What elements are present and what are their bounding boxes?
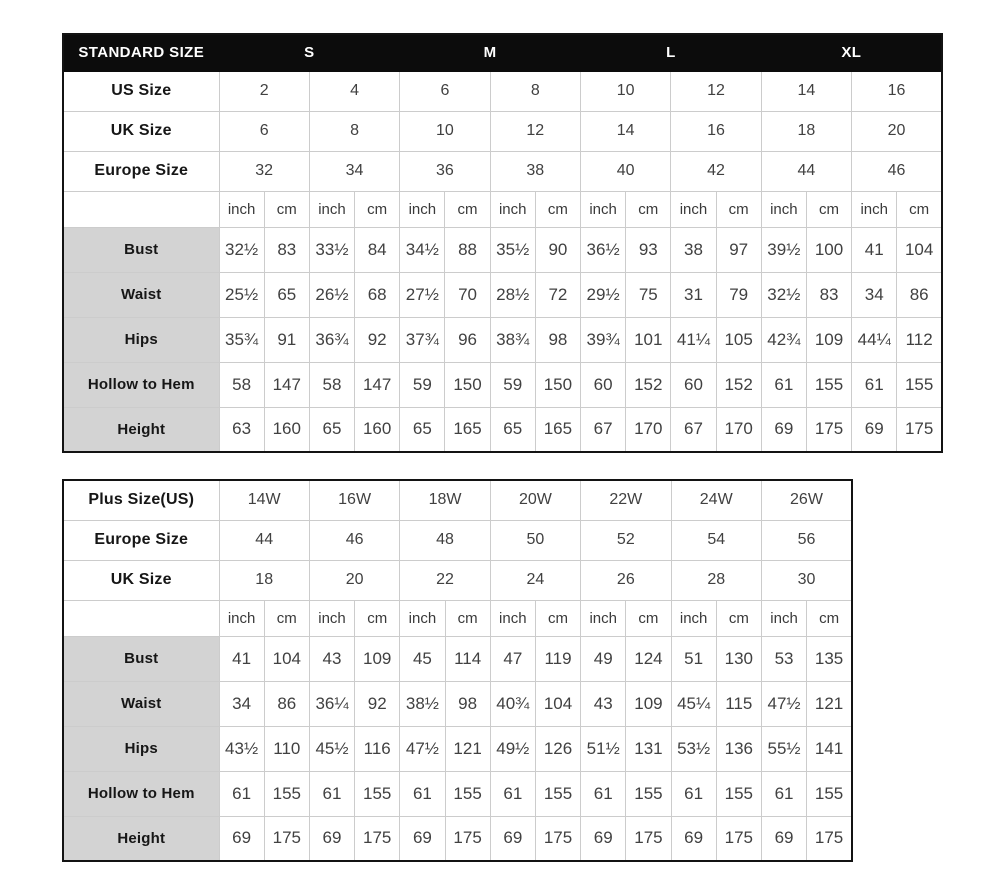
unit-cell: cm: [626, 600, 671, 636]
measurement-value-cell: 69: [490, 816, 535, 861]
standard-size-table: [62, 33, 943, 453]
measurement-value-cell: 69: [219, 816, 264, 861]
measurement-value-cell: 175: [264, 816, 309, 861]
unit-cell: inch: [671, 600, 716, 636]
measurement-value-cell: 25½: [219, 272, 264, 317]
measurement-value-cell: 152: [716, 362, 761, 407]
measurement-value-cell: 141: [807, 726, 852, 771]
measurement-value-cell: 83: [264, 227, 309, 272]
size-value-cell: 44: [761, 151, 851, 191]
measurement-value-cell: 86: [264, 681, 309, 726]
measurement-value-cell: 69: [671, 816, 716, 861]
measurement-label: Hips: [63, 317, 219, 362]
unit-row: [63, 191, 942, 227]
size-value-cell: 18: [761, 111, 851, 151]
unit-cell: cm: [535, 191, 580, 227]
measurement-value-cell: 58: [219, 362, 264, 407]
measurement-value-cell: 119: [535, 636, 580, 681]
unit-cell: cm: [264, 191, 309, 227]
measurement-value-cell: 160: [355, 407, 400, 452]
size-row-label: UK Size: [63, 560, 219, 600]
measurement-value-cell: 165: [445, 407, 490, 452]
size-value-cell: 48: [400, 520, 490, 560]
size-value-cell: 2: [219, 71, 309, 111]
measurement-value-cell: 67: [581, 407, 626, 452]
size-value-cell: 20W: [490, 480, 580, 520]
measurement-value-cell: 36¾: [309, 317, 354, 362]
measurement-value-cell: 43: [309, 636, 354, 681]
measurement-row: [63, 227, 942, 272]
unit-cell: inch: [761, 600, 806, 636]
measurement-value-cell: 130: [716, 636, 761, 681]
size-row: [63, 111, 942, 151]
measurement-value-cell: 33½: [309, 227, 354, 272]
unit-cell: cm: [716, 191, 761, 227]
size-row-label: US Size: [63, 71, 219, 111]
measurement-label: Waist: [63, 272, 219, 317]
empty-corner-cell: [63, 191, 219, 227]
measurement-value-cell: 65: [490, 407, 535, 452]
unit-cell: inch: [581, 191, 626, 227]
measurement-value-cell: 175: [445, 816, 490, 861]
unit-cell: cm: [897, 191, 942, 227]
size-value-cell: 20: [852, 111, 942, 151]
unit-cell: cm: [445, 191, 490, 227]
size-row: [63, 151, 942, 191]
measurement-value-cell: 155: [897, 362, 942, 407]
measurement-label: Bust: [63, 227, 219, 272]
measurement-value-cell: 36½: [581, 227, 626, 272]
measurement-value-cell: 58: [309, 362, 354, 407]
measurement-value-cell: 61: [761, 771, 806, 816]
measurement-value-cell: 69: [761, 816, 806, 861]
unit-cell: cm: [626, 191, 671, 227]
measurement-value-cell: 61: [490, 771, 535, 816]
measurement-value-cell: 121: [807, 681, 852, 726]
size-value-cell: 56: [761, 520, 852, 560]
size-row: [63, 520, 852, 560]
measurement-value-cell: 175: [806, 407, 851, 452]
unit-cell: cm: [806, 191, 851, 227]
measurement-value-cell: 97: [716, 227, 761, 272]
size-value-cell: 26W: [761, 480, 852, 520]
measurement-value-cell: 160: [264, 407, 309, 452]
size-group-xl: XL: [761, 34, 942, 71]
measurement-value-cell: 61: [219, 771, 264, 816]
measurement-value-cell: 109: [355, 636, 400, 681]
size-row-label: UK Size: [63, 111, 219, 151]
measurement-value-cell: 93: [626, 227, 671, 272]
size-value-cell: 38: [490, 151, 580, 191]
measurement-value-cell: 53½: [671, 726, 716, 771]
measurement-value-cell: 70: [445, 272, 490, 317]
unit-cell: cm: [716, 600, 761, 636]
size-value-cell: 30: [761, 560, 852, 600]
measurement-value-cell: 68: [355, 272, 400, 317]
measurement-value-cell: 155: [264, 771, 309, 816]
unit-cell: cm: [264, 600, 309, 636]
size-value-cell: 50: [490, 520, 580, 560]
measurement-value-cell: 47½: [761, 681, 806, 726]
plus-size-table: [62, 479, 853, 862]
measurement-value-cell: 65: [400, 407, 445, 452]
measurement-value-cell: 155: [445, 771, 490, 816]
empty-corner-cell: [63, 600, 219, 636]
measurement-value-cell: 100: [806, 227, 851, 272]
measurement-value-cell: 86: [897, 272, 942, 317]
measurement-value-cell: 45¼: [671, 681, 716, 726]
measurement-label: Height: [63, 407, 219, 452]
unit-cell: inch: [219, 600, 264, 636]
measurement-value-cell: 32½: [761, 272, 806, 317]
unit-cell: inch: [490, 191, 535, 227]
measurement-value-cell: 34: [219, 681, 264, 726]
measurement-value-cell: 38¾: [490, 317, 535, 362]
size-value-cell: 14: [761, 71, 851, 111]
measurement-value-cell: 147: [264, 362, 309, 407]
size-value-cell: 46: [309, 520, 399, 560]
measurement-value-cell: 31: [671, 272, 716, 317]
measurement-row: [63, 726, 852, 771]
measurement-value-cell: 61: [761, 362, 806, 407]
unit-cell: inch: [490, 600, 535, 636]
measurement-value-cell: 45½: [309, 726, 354, 771]
size-value-cell: 10: [581, 71, 671, 111]
measurement-value-cell: 104: [897, 227, 942, 272]
size-row: [63, 480, 852, 520]
measurement-value-cell: 75: [626, 272, 671, 317]
measurement-label: Hollow to Hem: [63, 362, 219, 407]
size-row-label: Plus Size(US): [63, 480, 219, 520]
measurement-value-cell: 53: [761, 636, 806, 681]
size-value-cell: 28: [671, 560, 761, 600]
measurement-value-cell: 41: [219, 636, 264, 681]
measurement-row: [63, 771, 852, 816]
size-value-cell: 14W: [219, 480, 309, 520]
measurement-label: Bust: [63, 636, 219, 681]
measurement-value-cell: 91: [264, 317, 309, 362]
measurement-value-cell: 147: [355, 362, 400, 407]
measurement-value-cell: 90: [535, 227, 580, 272]
measurement-value-cell: 124: [626, 636, 671, 681]
measurement-value-cell: 175: [626, 816, 671, 861]
measurement-value-cell: 59: [400, 362, 445, 407]
measurement-value-cell: 104: [264, 636, 309, 681]
measurement-value-cell: 60: [671, 362, 716, 407]
measurement-value-cell: 92: [355, 317, 400, 362]
measurement-value-cell: 65: [264, 272, 309, 317]
unit-cell: inch: [400, 600, 445, 636]
measurement-row: [63, 362, 942, 407]
table-title: STANDARD SIZE: [63, 34, 219, 71]
size-value-cell: 6: [400, 71, 490, 111]
measurement-value-cell: 47½: [400, 726, 445, 771]
unit-cell: cm: [807, 600, 852, 636]
measurement-value-cell: 38½: [400, 681, 445, 726]
size-value-cell: 22W: [581, 480, 671, 520]
measurement-row: [63, 681, 852, 726]
measurement-value-cell: 104: [535, 681, 580, 726]
size-value-cell: 26: [581, 560, 671, 600]
measurement-value-cell: 170: [716, 407, 761, 452]
measurement-value-cell: 121: [445, 726, 490, 771]
measurement-value-cell: 114: [445, 636, 490, 681]
size-value-cell: 4: [309, 71, 399, 111]
measurement-row: [63, 636, 852, 681]
measurement-value-cell: 175: [535, 816, 580, 861]
measurement-value-cell: 84: [355, 227, 400, 272]
measurement-value-cell: 69: [761, 407, 806, 452]
unit-cell: inch: [761, 191, 806, 227]
measurement-value-cell: 116: [355, 726, 400, 771]
measurement-value-cell: 69: [400, 816, 445, 861]
measurement-label: Hollow to Hem: [63, 771, 219, 816]
measurement-value-cell: 115: [716, 681, 761, 726]
measurement-value-cell: 105: [716, 317, 761, 362]
measurement-value-cell: 110: [264, 726, 309, 771]
measurement-value-cell: 45: [400, 636, 445, 681]
unit-cell: inch: [219, 191, 264, 227]
measurement-row: [63, 317, 942, 362]
measurement-value-cell: 83: [806, 272, 851, 317]
size-group-m: M: [400, 34, 581, 71]
size-value-cell: 36: [400, 151, 490, 191]
measurement-value-cell: 170: [626, 407, 671, 452]
measurement-value-cell: 79: [716, 272, 761, 317]
size-value-cell: 12: [490, 111, 580, 151]
measurement-value-cell: 36¼: [309, 681, 354, 726]
size-value-cell: 14: [581, 111, 671, 151]
measurement-value-cell: 101: [626, 317, 671, 362]
measurement-value-cell: 69: [852, 407, 897, 452]
measurement-value-cell: 98: [445, 681, 490, 726]
size-row-label: Europe Size: [63, 520, 219, 560]
unit-cell: inch: [852, 191, 897, 227]
table-header-row: [63, 34, 942, 71]
measurement-value-cell: 165: [535, 407, 580, 452]
measurement-value-cell: 42¾: [761, 317, 806, 362]
measurement-row: [63, 407, 942, 452]
measurement-value-cell: 152: [626, 362, 671, 407]
measurement-label: Waist: [63, 681, 219, 726]
measurement-value-cell: 61: [852, 362, 897, 407]
measurement-value-cell: 67: [671, 407, 716, 452]
size-value-cell: 18: [219, 560, 309, 600]
unit-cell: cm: [445, 600, 490, 636]
size-value-cell: 8: [309, 111, 399, 151]
size-value-cell: 32: [219, 151, 309, 191]
measurement-value-cell: 34: [852, 272, 897, 317]
unit-cell: inch: [309, 191, 354, 227]
measurement-value-cell: 150: [445, 362, 490, 407]
unit-cell: cm: [355, 191, 400, 227]
size-value-cell: 8: [490, 71, 580, 111]
measurement-value-cell: 43½: [219, 726, 264, 771]
size-value-cell: 40: [581, 151, 671, 191]
unit-cell: cm: [355, 600, 400, 636]
measurement-value-cell: 28½: [490, 272, 535, 317]
measurement-value-cell: 41: [852, 227, 897, 272]
size-group-s: S: [219, 34, 400, 71]
measurement-value-cell: 175: [355, 816, 400, 861]
measurement-value-cell: 26½: [309, 272, 354, 317]
measurement-value-cell: 175: [897, 407, 942, 452]
size-value-cell: 24: [490, 560, 580, 600]
unit-row: [63, 600, 852, 636]
measurement-value-cell: 51: [671, 636, 716, 681]
measurement-row: [63, 272, 942, 317]
measurement-value-cell: 92: [355, 681, 400, 726]
measurement-value-cell: 69: [309, 816, 354, 861]
size-value-cell: 16: [852, 71, 942, 111]
measurement-value-cell: 63: [219, 407, 264, 452]
size-value-cell: 42: [671, 151, 761, 191]
size-value-cell: 34: [309, 151, 399, 191]
unit-cell: cm: [535, 600, 580, 636]
size-group-l: L: [581, 34, 762, 71]
size-value-cell: 18W: [400, 480, 490, 520]
size-row: [63, 560, 852, 600]
measurement-value-cell: 40¾: [490, 681, 535, 726]
size-value-cell: 6: [219, 111, 309, 151]
measurement-value-cell: 88: [445, 227, 490, 272]
measurement-value-cell: 44¼: [852, 317, 897, 362]
measurement-value-cell: 135: [807, 636, 852, 681]
measurement-value-cell: 175: [807, 816, 852, 861]
measurement-value-cell: 136: [716, 726, 761, 771]
unit-cell: inch: [400, 191, 445, 227]
size-row-label: Europe Size: [63, 151, 219, 191]
measurement-value-cell: 43: [581, 681, 626, 726]
measurement-value-cell: 61: [309, 771, 354, 816]
size-value-cell: 16W: [309, 480, 399, 520]
measurement-value-cell: 59: [490, 362, 535, 407]
measurement-value-cell: 65: [309, 407, 354, 452]
size-value-cell: 20: [309, 560, 399, 600]
size-value-cell: 10: [400, 111, 490, 151]
measurement-value-cell: 175: [716, 816, 761, 861]
measurement-value-cell: 98: [535, 317, 580, 362]
measurement-value-cell: 37¾: [400, 317, 445, 362]
measurement-value-cell: 60: [581, 362, 626, 407]
size-value-cell: 52: [581, 520, 671, 560]
measurement-value-cell: 109: [806, 317, 851, 362]
measurement-value-cell: 55½: [761, 726, 806, 771]
measurement-value-cell: 150: [535, 362, 580, 407]
measurement-label: Height: [63, 816, 219, 861]
measurement-value-cell: 41¼: [671, 317, 716, 362]
measurement-value-cell: 35¾: [219, 317, 264, 362]
size-value-cell: 24W: [671, 480, 761, 520]
size-value-cell: 44: [219, 520, 309, 560]
measurement-value-cell: 27½: [400, 272, 445, 317]
size-row: [63, 71, 942, 111]
measurement-value-cell: 61: [581, 771, 626, 816]
size-value-cell: 22: [400, 560, 490, 600]
measurement-value-cell: 47: [490, 636, 535, 681]
measurement-value-cell: 155: [716, 771, 761, 816]
measurement-value-cell: 155: [806, 362, 851, 407]
size-value-cell: 54: [671, 520, 761, 560]
measurement-value-cell: 49: [581, 636, 626, 681]
measurement-value-cell: 155: [807, 771, 852, 816]
measurement-value-cell: 72: [535, 272, 580, 317]
measurement-value-cell: 35½: [490, 227, 535, 272]
measurement-value-cell: 61: [400, 771, 445, 816]
measurement-value-cell: 39½: [761, 227, 806, 272]
measurement-value-cell: 126: [535, 726, 580, 771]
measurement-label: Hips: [63, 726, 219, 771]
measurement-value-cell: 155: [626, 771, 671, 816]
unit-cell: inch: [309, 600, 354, 636]
measurement-value-cell: 155: [355, 771, 400, 816]
size-value-cell: 46: [852, 151, 942, 191]
measurement-value-cell: 29½: [581, 272, 626, 317]
measurement-value-cell: 61: [671, 771, 716, 816]
unit-cell: inch: [671, 191, 716, 227]
measurement-value-cell: 155: [535, 771, 580, 816]
size-value-cell: 12: [671, 71, 761, 111]
measurement-value-cell: 112: [897, 317, 942, 362]
measurement-value-cell: 109: [626, 681, 671, 726]
measurement-value-cell: 69: [581, 816, 626, 861]
measurement-row: [63, 816, 852, 861]
measurement-value-cell: 38: [671, 227, 716, 272]
measurement-value-cell: 51½: [581, 726, 626, 771]
measurement-value-cell: 34½: [400, 227, 445, 272]
measurement-value-cell: 32½: [219, 227, 264, 272]
measurement-value-cell: 39¾: [581, 317, 626, 362]
unit-cell: inch: [581, 600, 626, 636]
measurement-value-cell: 49½: [490, 726, 535, 771]
size-value-cell: 16: [671, 111, 761, 151]
measurement-value-cell: 96: [445, 317, 490, 362]
measurement-value-cell: 131: [626, 726, 671, 771]
